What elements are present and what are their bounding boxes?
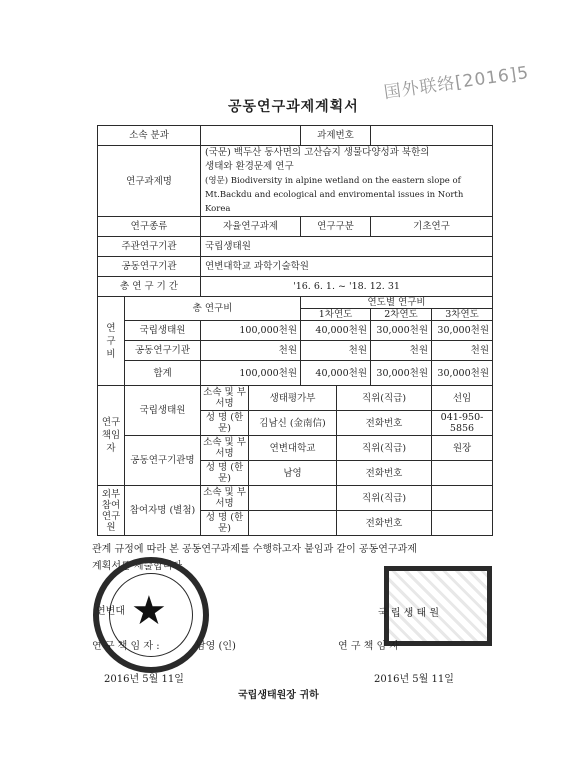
affiliation-value: [201, 126, 301, 146]
budget-row-name: 공동연구기관: [125, 341, 201, 361]
sign-left-label: 연 구 책 임 자 :: [92, 641, 160, 652]
nie-position-value: 선임: [432, 386, 493, 411]
joint-org-name-label: 공동연구기관명: [125, 436, 201, 486]
date-right: 2016년 5월 11일: [374, 674, 454, 685]
document-title: 공동연구과제계획서: [228, 99, 359, 115]
position-label: 직위(직급): [337, 386, 432, 411]
joint-org-label: 공동연구기관: [98, 257, 201, 277]
budget-row-y3: 30,000천원: [432, 321, 493, 341]
lead-org-label: 주관연구기관: [98, 237, 201, 257]
sign-right-label: 연 구 책 임 자: [338, 641, 400, 652]
phone-label: 전화번호: [337, 461, 432, 486]
budget-row-y3: 천원: [432, 341, 493, 361]
responsible-side-label: 연구 책임 자: [98, 386, 125, 486]
position-label: 직위(직급): [337, 486, 432, 511]
budget-total-label: 총 연구비: [125, 297, 301, 321]
budget-row-name: 국립생태원: [125, 321, 201, 341]
research-type-value: 자율연구과제: [201, 217, 301, 237]
external-phone-value: [432, 511, 493, 536]
budget-row-total: 100,000천원: [201, 321, 301, 341]
joint-position-value: 원장: [432, 436, 493, 461]
declaration-text-cont: 계획서를 제출합니다.: [92, 561, 186, 572]
external-dept-value: [249, 486, 337, 511]
period-label: 총 연 구 기 간: [98, 277, 201, 297]
research-category-value: 기초연구: [371, 217, 493, 237]
year-1-header: 1차연도: [301, 309, 371, 321]
budget-row-y1: 40,000천원: [301, 321, 371, 341]
research-category-label: 연구구분: [301, 217, 371, 237]
budget-row-y1: 40,000천원: [301, 361, 371, 386]
phone-label: 전화번호: [337, 411, 432, 436]
joint-phone-value: [432, 461, 493, 486]
budget-yearly-label: 연도별 연구비: [301, 297, 493, 309]
budget-row-y2: 천원: [371, 341, 432, 361]
task-name-korean: (국문) 백두산 동사면의 고산습지 생물다양성과 북한의: [205, 147, 430, 158]
task-name-value: [201, 146, 493, 217]
task-name-label: 연구과제명: [98, 146, 201, 217]
task-name-english: (영문) Biodiversity in alpine wetland on the eastern slope of: [205, 176, 461, 186]
external-name-value: [249, 511, 337, 536]
period-value: '16. 6. 1. ~ '18. 12. 31: [201, 277, 493, 297]
dept-label: 소속 및 부서명: [201, 436, 249, 461]
phone-label: 전화번호: [337, 511, 432, 536]
external-position-value: [432, 486, 493, 511]
sign-left-org: 연변대: [96, 606, 125, 617]
name-label: 성 명 (한문): [201, 461, 249, 486]
task-name-korean-cont: 생태와 환경문제 연구: [205, 161, 294, 172]
task-name-english-cont: Mt.Backdu and ecological and enviromental issues in North Korea: [205, 190, 464, 214]
nie-phone-value: 041-950-5856: [432, 411, 493, 436]
budget-row-total: 100,000천원: [201, 361, 301, 386]
participants-label: 참여자명 (별첨): [125, 486, 201, 536]
addressee: 국립생태원장 귀하: [238, 690, 319, 701]
handwritten-reference-note: 国外联络[2016]5: [382, 62, 531, 104]
position-label: 직위(직급): [337, 436, 432, 461]
sign-right-org: 국 립 생 태 원: [378, 608, 440, 619]
project-plan-form: [97, 125, 493, 536]
research-type-label: 연구종류: [98, 217, 201, 237]
year-3-header: 3차연도: [432, 309, 493, 321]
nie-name-value: 김남신 (金南信): [249, 411, 337, 436]
budget-row-name: 합계: [125, 361, 201, 386]
budget-row-y2: 30,000천원: [371, 361, 432, 386]
name-label: 성 명 (한문): [201, 411, 249, 436]
star-icon: ★: [131, 588, 167, 634]
budget-side-label: 연 구 비: [98, 297, 125, 386]
budget-row-y1: 천원: [301, 341, 371, 361]
dept-label: 소속 및 부서명: [201, 386, 249, 411]
joint-dept-value: 연변대학교: [249, 436, 337, 461]
date-left: 2016년 5월 11일: [104, 674, 184, 685]
budget-row-y2: 30,000천원: [371, 321, 432, 341]
joint-org-value: 연변대학교 과학기술학원: [201, 257, 493, 277]
lead-org-value: 국립생태원: [201, 237, 493, 257]
sign-left-name: 남영 (인): [196, 641, 236, 652]
nie-dept-value: 생태평가부: [249, 386, 337, 411]
budget-row-y3: 30,000천원: [432, 361, 493, 386]
name-label: 성 명 (한문): [201, 511, 249, 536]
joint-name-value: 남영: [249, 461, 337, 486]
budget-row-total: 천원: [201, 341, 301, 361]
task-number-value: [371, 126, 493, 146]
year-2-header: 2차연도: [371, 309, 432, 321]
task-number-label: 과제번호: [301, 126, 371, 146]
affiliation-label: 소속 분과: [98, 126, 201, 146]
dept-label: 소속 및 부서명: [201, 486, 249, 511]
external-side-label: 외부 참여 연구 원: [98, 486, 125, 536]
nie-label: 국립생태원: [125, 386, 201, 436]
declaration-text: 관계 규정에 따라 본 공동연구과제를 수행하고자 붙임과 같이 공동연구과제: [92, 544, 417, 555]
